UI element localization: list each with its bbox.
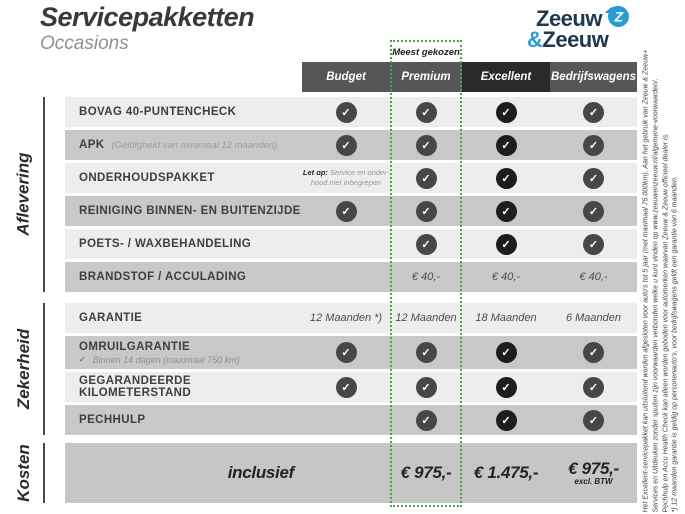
price-bedrijfswagens: € 975,- [568,458,619,478]
check-icon: ✓ [416,168,437,189]
check-icon: ✓ [416,102,437,123]
check-icon: ✓ [583,135,604,156]
check-icon: ✓ [496,342,517,363]
row-label: REINIGING BINNEN- EN BUITENZIJDE [79,205,301,217]
check-icon: ✓ [336,342,357,363]
price-excellent: € 1.475,- [473,463,539,482]
row-label: POETS- / WAXBEHANDELING [79,238,252,250]
row-label: BRANDSTOF / ACCULADING [79,271,247,283]
check-icon: ✓ [416,410,437,431]
check-icon: ✓ [583,234,604,255]
row-label: APK [79,139,105,151]
check-icon: ✓ [416,377,437,398]
section-divider [43,97,45,292]
table-row-garantie [65,303,637,333]
table-row-apk [65,130,637,160]
check-icon: ✓ [496,377,517,398]
inclusief-label: inclusief [227,463,294,482]
garantie-value: 6 Maanden [565,312,622,324]
row-sub-note: ✓ Binnen 14 dagen (maximaal 750 km) [79,354,240,365]
logo-ampersand: & [527,27,543,52]
check-icon: ✓ [416,234,437,255]
footnote-disclaimer: Het Excellent-servicepakket kan uitsluitend worden afgesloten voor auto's tot 5 jaar (met maximaal 75.000km). Aan het gebruik van Zeeuw & Zeeuw+ Services en Uitdeuken zonder spuiten zijn voorwaarden verbonden welke u kunt vinden op www.zeeuwenzeeuw.nl/algemene-voorwaarden/. Pechhulp en Accu Health Check kan alleen worden geboden voor automerken waarvan Zeeuw & Zeeuw officieel dealer is. *) 12 maanden garantie is geldig op personenauto's, voor bedrijfswagens geldt een garantie van 6 maanden. [642,49,679,513]
row-label: BOVAG 40-PUNTENCHECK [79,106,237,118]
title-block [40,3,254,55]
check-icon: ✓ [336,102,357,123]
check-icon: ✓ [496,234,517,255]
check-icon: ✓ [496,135,517,156]
logo-word2: Zeeuw [542,27,609,52]
meest-gekozen-badge: Meest gekozen [392,42,460,62]
table-row-poets [65,229,637,259]
price-value: € 40,- [491,271,521,283]
check-icon: ✓ [416,342,437,363]
table-row-onderhoud [65,163,637,193]
row-label: GARANTIE [79,312,143,324]
check-icon: ✓ [583,201,604,222]
section-zekerheid [65,303,637,438]
row-label: PECHHULP [79,414,146,426]
table-row-reiniging [65,196,637,226]
side-label-aflevering: Aflevering [13,152,33,236]
check-icon: ✓ [496,102,517,123]
price-value: € 40,- [411,271,441,283]
logo-word1: Zeeuw [536,5,602,31]
section-divider [43,443,45,503]
section-kosten [65,443,637,503]
row-label: OMRUILGARANTIE [79,340,191,353]
price-premium: € 975,- [400,463,452,482]
section-divider [43,303,45,435]
check-icon: ✓ [336,135,357,156]
column-header-bedrijfswagens: Bedrijfswagens [550,62,637,92]
table-row-pechhulp [65,405,637,435]
row-label: ONDERHOUDSPAKKET [79,172,215,184]
check-icon: ✓ [583,410,604,431]
table-row-brandstof [65,262,637,292]
garantie-value: 18 Maanden [475,312,537,324]
letop-note: Let op: Service en onder- houd niet inbegrepen [302,168,390,187]
small-check-icon: ✓ [79,355,86,364]
check-icon: ✓ [583,102,604,123]
price-value: € 40,- [579,271,608,283]
column-header-band [302,62,637,92]
check-icon: ✓ [583,342,604,363]
check-icon: ✓ [416,201,437,222]
page-subtitle: Occasions [40,32,129,54]
price-bedrijfswagens-block [568,460,619,486]
check-icon: ✓ [336,377,357,398]
check-icon: ✓ [416,135,437,156]
garantie-value: 12 Maanden [395,312,457,324]
column-header-budget: Budget [302,62,390,92]
garantie-value: 12 Maanden *) [309,312,383,324]
check-icon: ✓ [583,377,604,398]
row-label: GEGARANDEERDE KILOMETERSTAND [79,375,192,399]
table-row-kilometerstand [65,372,637,402]
column-header-premium: Premium [390,62,462,92]
table-row-bovag [65,97,637,127]
check-icon: ✓ [496,410,517,431]
check-icon: ✓ [336,201,357,222]
svg-text:Z: Z [614,8,623,25]
side-label-kosten: Kosten [14,444,33,502]
row-sub-note: (Geldigheid van minimaal 12 maanden) [111,139,278,151]
side-label-zekerheid: Zekerheid [14,328,33,410]
check-icon: ✓ [496,201,517,222]
page-title: Servicepakketten [40,2,255,32]
zeeuw-zeeuw-logo [527,5,630,52]
logo-line-2 [527,27,630,52]
table-row-omruil [65,336,637,369]
section-aflevering [65,97,637,295]
check-icon: ✓ [496,168,517,189]
check-icon: ✓ [583,168,604,189]
btw-note: excl. BTW [574,476,613,486]
column-header-excellent: Excellent [462,62,550,92]
